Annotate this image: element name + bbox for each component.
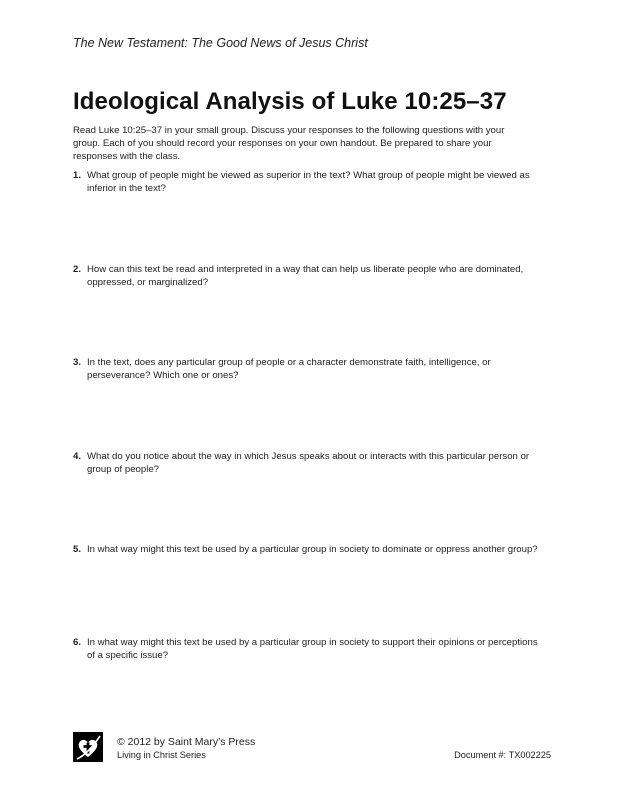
question-text: How can this text be read and interpreted in a way that can help us liberate people who are dominated, oppressed, or marginalized? (87, 264, 524, 288)
question-3 (73, 356, 543, 382)
question-number: 4. (73, 451, 82, 462)
question-text: In what way might this text be used by a particular group in society to support their opinions or perceptions of a specific issue? (87, 637, 538, 661)
question-number: 3. (73, 357, 82, 368)
question-text: What do you notice about the way in which Jesus speaks about or interacts with this particular person or group of people? (87, 451, 530, 475)
question-text: What group of people might be viewed as superior in the text? What group of people might be viewed as inferior in the text? (87, 170, 530, 194)
question-2 (73, 263, 543, 289)
intro-paragraph: Read Luke 10:25–37 in your small group. Discuss your responses to the following questions with your group. Each of you should record your responses on your own handout. Be prepared to share your responses with the class. (73, 125, 505, 162)
document-header-title: The New Testament: The Good News of Jesus Christ (73, 36, 368, 50)
page-footer (73, 732, 551, 762)
saint-marys-press-logo-icon (73, 732, 103, 762)
question-1 (73, 169, 543, 195)
question-4 (73, 450, 543, 476)
question-number: 6. (73, 637, 82, 648)
question-text: In the text, does any particular group of people or a character demonstrate faith, intelligence, or perseverance? Which one or ones? (87, 357, 491, 381)
question-5 (73, 543, 543, 556)
question-number: 5. (73, 544, 82, 555)
document-number: Document #: TX002225 (454, 750, 551, 760)
series-name: Living in Christ Series (117, 750, 206, 760)
question-number: 2. (73, 264, 82, 275)
question-6 (73, 636, 543, 662)
page-title: Ideological Analysis of Luke 10:25–37 (73, 88, 507, 115)
question-text: In what way might this text be used by a particular group in society to dominate or oppress another group? (87, 544, 538, 555)
copyright-text: © 2012 by Saint Mary’s Press (117, 736, 256, 748)
question-number: 1. (73, 170, 82, 181)
